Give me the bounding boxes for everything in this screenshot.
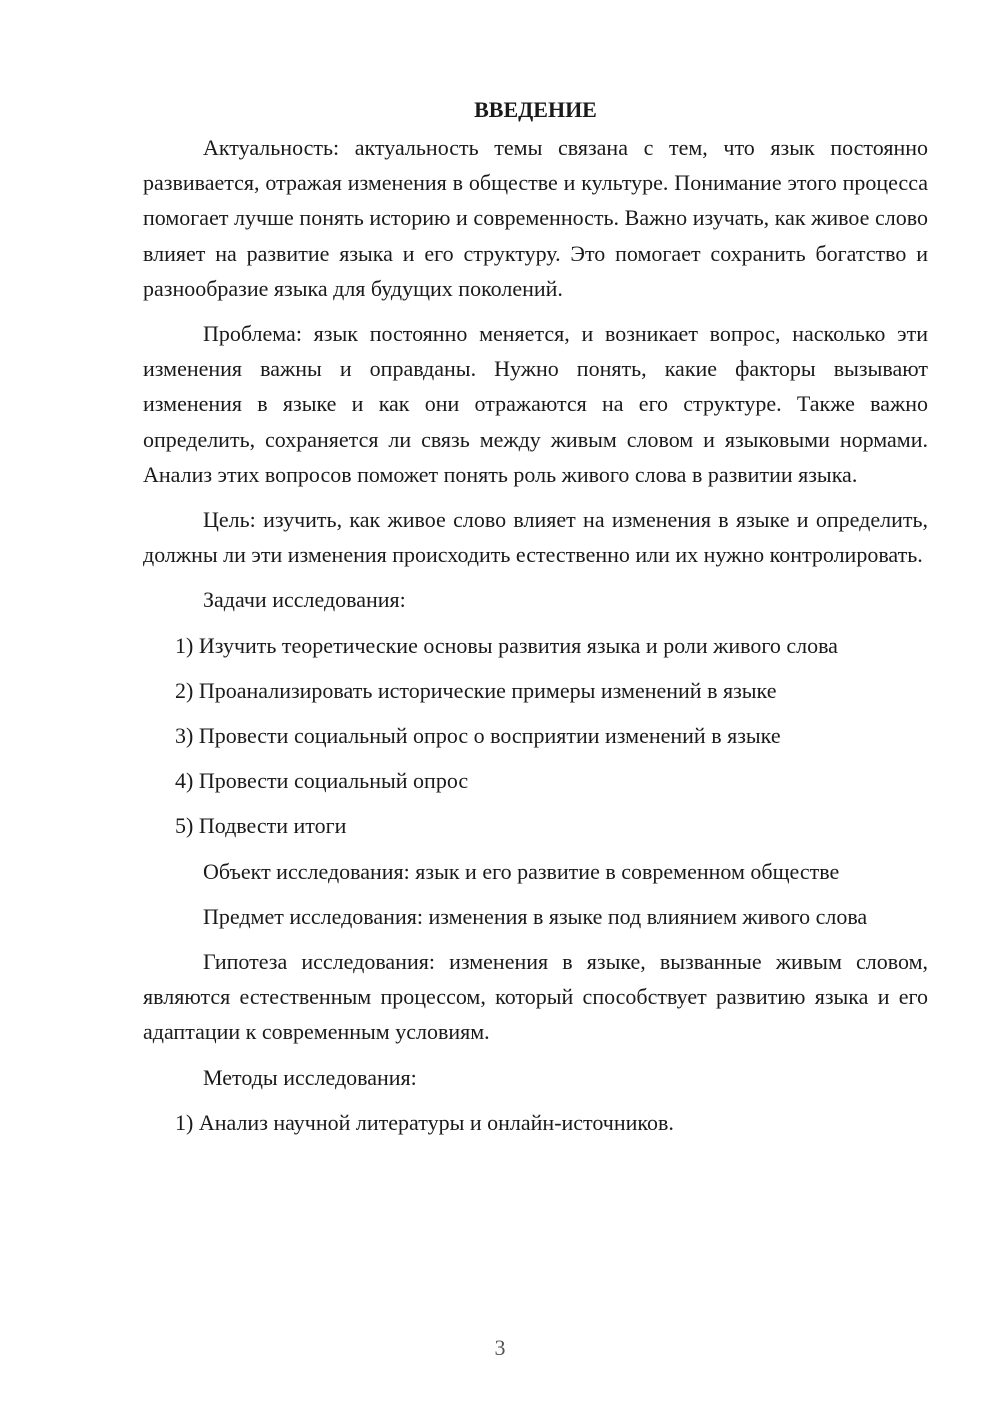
relevance-paragraph: Актуальность: актуальность темы связана с тем, что язык постоянно развивается, отражая изменения в обществе и культуре. Понимание этого процесса помогает лучше понять историю и современность. Важно изучать, как живое слово влияет на развитие языка и его структуру. Это помогает сохранить богатство и разнообразие языка для будущих поколений. xyxy=(143,135,928,301)
problem-paragraph: Проблема: язык постоянно меняется, и возникает вопрос, насколько эти изменения важны и оправданы. Нужно понять, какие факторы вызывают изменения в языке и как они отражаются на его структуре. Также важно определить, сохраняется ли связь между живым словом и языковыми нормами. Анализ этих вопросов поможет понять роль живого слова в развитии языка. xyxy=(143,321,928,487)
hypothesis-paragraph: Гипотеза исследования: изменения в языке, вызванные живым словом, являются естественным процессом, который способствует развитию языка и его адаптации к современным условиям. xyxy=(143,949,928,1045)
task-item-5: 5) Подвести итоги xyxy=(175,813,347,839)
subject-paragraph: Предмет исследования: изменения в языке под влиянием живого слова xyxy=(203,903,868,929)
object-paragraph: Объект исследования: язык и его развитие в современном обществе xyxy=(203,858,840,884)
page-number: 3 xyxy=(494,1335,506,1360)
task-item-3: 3) Провести социальный опрос о восприятии изменений в языке xyxy=(175,723,781,749)
task-item-4: 4) Провести социальный опрос xyxy=(175,768,469,794)
page-title: ВВЕДЕНИЕ xyxy=(474,97,597,122)
task-item-2: 2) Проанализировать исторические примеры изменений в языке xyxy=(175,677,777,703)
task-item-1: 1) Изучить теоретические основы развития языка и роли живого слова xyxy=(175,632,838,658)
methods-label: Методы исследования: xyxy=(203,1064,417,1090)
goal-paragraph: Цель: изучить, как живое слово влияет на изменения в языке и определить, должны ли эти изменения происходить естественно или их нужно контролировать. xyxy=(143,507,928,568)
document-page xyxy=(143,92,928,1150)
tasks-label: Задачи исследования: xyxy=(203,587,406,613)
method-item-1: 1) Анализ научной литературы и онлайн-источников. xyxy=(175,1109,674,1135)
